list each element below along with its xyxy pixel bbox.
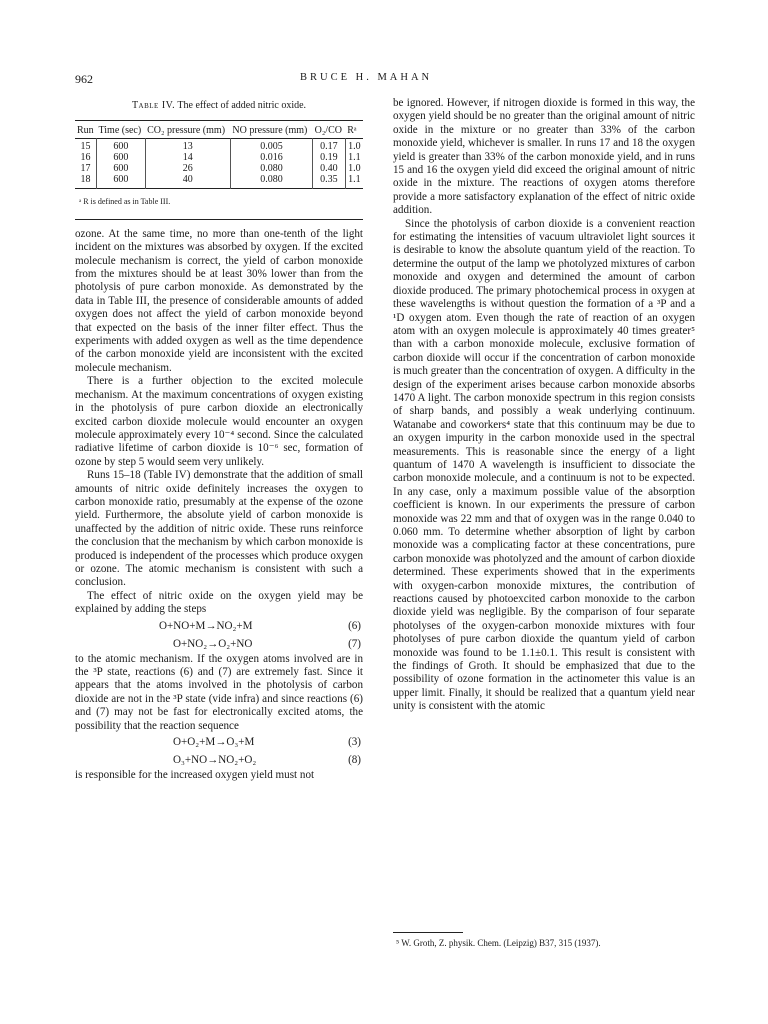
page-number: 962 <box>75 72 93 86</box>
table-cell: 600 <box>97 152 146 163</box>
col-header-r: Rᵃ <box>347 125 357 137</box>
table-cell: 0.17 <box>313 139 346 153</box>
table-cell: 0.35 <box>313 174 346 189</box>
table-footnote: ᵃ R is defined as in Table III. <box>79 197 171 207</box>
col-header-time: Time (sec) <box>98 125 142 137</box>
paragraph: to the atomic mechanism. If the oxygen atoms involved are in the ³P state, reactions (6) and (7) are extremely fast. Since it appears that the atoms involved in the photolysis of carbon dioxide are not in the ³P state (vide infra) and since reactions (6) and (7) may not be fast for electronically excited atoms, the possibility that the reaction sequence <box>75 652 363 732</box>
equation-body: O+O₂+M→O₃+M <box>173 736 255 749</box>
table-cell: 1.0 <box>345 139 363 153</box>
table-cell: 14 <box>145 152 230 163</box>
equation-7 <box>75 635 363 653</box>
nitric-oxide-table <box>75 120 363 189</box>
running-head: BRUCE H. MAHAN <box>300 72 433 83</box>
paragraph: be ignored. However, if nitrogen dioxide is formed in this way, the oxygen yield should be no greater than the original amount of nitric oxide in the mixture or no greater than 33% of the carbon monoxide yield, whichever is smaller. In runs 17 and 18 the oxygen yield is greater than 33% of the carbon monoxide yield, and in runs 15 and 16 the oxygen yield did exceed the original amount of nitric oxide in the mixture. The reactions of oxygen atoms therefore provide a more satisfactory explanation of the effect of nitric oxide addition. <box>393 97 695 217</box>
paragraph: is responsible for the increased oxygen yield must not <box>75 769 315 782</box>
footnote-divider <box>393 932 463 933</box>
equation-number: (3) <box>348 736 361 749</box>
table-row <box>75 152 363 163</box>
paragraph: Since the photolysis of carbon dioxide is a convenient reaction for estimating the intensities of vacuum ultraviolet light sources it is desirable to know the absolute quantum yield of the reaction. To determine the output of the lamp we photolyzed mixtures of carbon monoxide and oxygen and determined the amount of carbon dioxide produced. The primary photochemical process in oxygen at these wavelengths is without question the formation of a ³P and a ¹D oxygen atom. Even though the rate of reaction of an oxygen atom with an oxygen molecule is approximately 40 times greater⁵ than with a carbon monoxide molecule, exclusive formation of carbon dioxide will occur if the concentration of carbon monoxide is much greater than the concentration of oxygen. A difficulty in the design of the experiment arises because carbon monoxide absorbs 1470 A light. The carbon monoxide spectrum in this region consists of sharp bands, and possibly a weak underlying continuum. Watanabe and coworkers⁴ state that this continuum may be due to an oxygen impurity in the carbon monoxide used in the spectral measurements. This is reasonable since the energy of a light quantum of 1470 A wavelength is insufficient to dissociate the carbon monoxide molecule, and a continuum is not to be expected. In any case, only a maximum possible value of the absorption coefficient is known. In our experiments the pressure of carbon monoxide was 22 mm and that of oxygen was in the range 0.040 to 0.060 mm. To determine whether absorption of light by carbon monoxide was a complicating factor at these concentrations, pure carbon monoxide was photolyzed and the amount of carbon dioxide determined. These experiments showed that in the experiments with oxygen-carbon monoxide mixtures, the contribution of reactions caused by photoexcited carbon monoxide to the carbon dioxide yield was negligible. By the comparison of four separate photolyses of the oxygen-carbon monoxide mixtures with four photolyses of pure carbon dioxide the quantum yield of carbon monoxide was found to be 1.1±0.1. This result is consistent with the findings of Groth. It should be emphasized that due to the possibility of ozone formation in the actinometer this value is an upper limit. Finally, it should be realized that a quantum yield near unity is consistent with the atomic <box>393 217 695 713</box>
col-header-co2: CO₂ pressure (mm) <box>147 125 226 137</box>
table-cell: 0.080 <box>230 163 312 174</box>
table-cell: 15 <box>80 141 91 153</box>
paragraph: Runs 15–18 (Table IV) demonstrate that the addition of small amounts of nitric oxide definitely increases the oxygen to carbon monoxide ratio, presumably at the expense of the ozone yield. Furthermore, the absolute yield of carbon monoxide is unaffected by the addition of nitric oxide. These runs reinforce the conclusion that the mechanism by which carbon monoxide is produced is independent of the processes which produce oxygen or ozone. The atomic mechanism is consistent with such a conclusion. <box>75 469 363 589</box>
table-cell: 600 <box>97 174 146 189</box>
table-cell: 40 <box>145 174 230 189</box>
table-caption-label: Table IV. <box>131 100 176 111</box>
table-row <box>75 163 363 174</box>
table-cell: 0.40 <box>313 163 346 174</box>
table-caption <box>75 99 363 112</box>
equation-body: O+NO₂→O₂+NO <box>173 637 253 650</box>
table-cell: 0.005 <box>230 139 312 153</box>
left-column <box>75 97 363 782</box>
table-row <box>75 174 363 189</box>
col-header-ratio: O₂/CO <box>314 125 342 137</box>
table-cell: 600 <box>97 139 146 153</box>
equation-number: (7) <box>348 637 361 650</box>
table-cell: 13 <box>145 139 230 153</box>
table-cell: 18 <box>80 174 91 186</box>
equation-6 <box>75 617 363 635</box>
equation-number: (8) <box>348 754 361 767</box>
col-header-no: NO pressure (mm) <box>232 125 308 137</box>
equation-body: O₃+NO→NO₂+O₂ <box>173 754 257 767</box>
col-header-run: Run <box>77 125 94 137</box>
paragraph: There is a further objection to the excited molecule mechanism. At the maximum concentrations of oxygen existing in the photolysis of pure carbon dioxide an electronically excited carbon dioxide molecule would encounter an oxygen molecule approximately every 10⁻⁴ second. Since the calculated radiative lifetime of carbon dioxide is 10⁻⁶ sec, formation of ozone by step 5 would seem very unlikely. <box>75 375 363 468</box>
right-column <box>393 97 695 714</box>
paragraph: ozone. At the same time, no more than one-tenth of the light incident on the mixtures was absorbed by oxygen. If the excited molecule mechanism is correct, the yield of carbon monoxide from the mixtures should be at least 30% lower than from the photolysis of pure carbon monoxide. As demonstrated by the data in Table III, the presence of considerable amounts of added oxygen does not affect the yield of carbon monoxide beyond that expected on the basis of the inner filter effect. Thus the experiments with added oxygen as well as the time dependence of the carbon monoxide yield are inconsistent with the excited molecule mechanism. <box>75 227 363 374</box>
table-cell: 1.1 <box>345 152 363 163</box>
table-divider <box>75 219 363 220</box>
table-row <box>75 139 363 153</box>
equation-number: (6) <box>348 619 361 632</box>
paragraph: The effect of nitric oxide on the oxygen yield may be explained by adding the steps <box>75 589 363 616</box>
table-cell: 600 <box>97 163 146 174</box>
footnote: ⁵ W. Groth, Z. physik. Chem. (Leipzig) B37, 315 (1937). <box>396 938 601 948</box>
table-cell: 0.016 <box>230 152 312 163</box>
table-cell: 0.080 <box>230 174 312 189</box>
table-cell: 26 <box>145 163 230 174</box>
table-caption-text: The effect of added nitric oxide. <box>175 100 307 111</box>
equation-3 <box>75 733 363 751</box>
table-cell: 17 <box>80 163 91 175</box>
table-cell: 0.19 <box>313 152 346 163</box>
equation-body: O+NO+M→NO₂+M <box>159 619 253 632</box>
table-cell: 1.0 <box>345 163 363 174</box>
table-cell: 16 <box>80 152 91 164</box>
equation-8 <box>75 751 363 769</box>
table-header-row <box>75 121 363 139</box>
table-cell: 1.1 <box>345 174 363 189</box>
